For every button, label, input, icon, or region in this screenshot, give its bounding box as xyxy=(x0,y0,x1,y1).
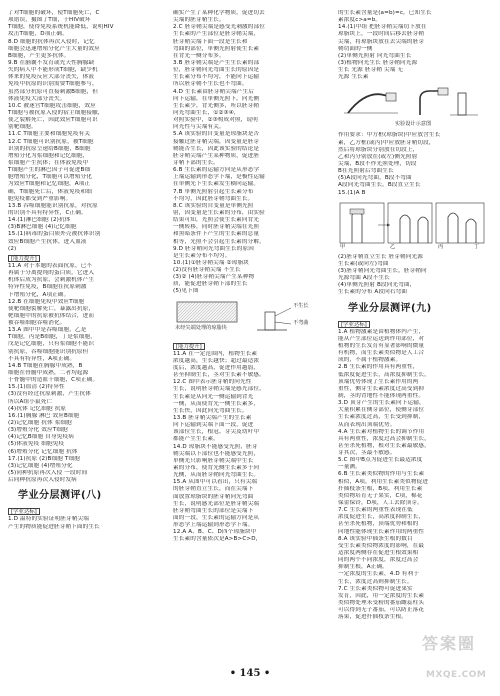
text-line: (5)体液免疫 细胞免疫 xyxy=(8,441,65,448)
text-line: 增殖分化为浆细胞和记忆细胞， xyxy=(8,152,89,159)
text-line: (5)见下图 xyxy=(173,288,199,295)
text-line: 免疫中抗原的识别需要T细胞参与， xyxy=(8,81,98,88)
text-line: 产生的物质能促进胚芽鞘下面的生长 xyxy=(8,523,100,530)
figure-note-no-growth: 不生长 xyxy=(293,302,309,309)
text-line: 为效应T细胞和记忆细胞，A项正 xyxy=(8,181,91,188)
text-line: 胚芽鞘弯曲生长的部位是尖端下 xyxy=(173,507,254,514)
text-line: (3)② (4)胚芽鞘尖端产生某种物 xyxy=(173,274,255,281)
text-line: 的识别不具有特异性，C正确。 xyxy=(8,209,87,216)
text-line: (3)胚芽鞘向光弯曲生长，胚芽鞘向 xyxy=(338,267,427,274)
text-line: 3.D 顶芽产生的生长素向下运输， xyxy=(338,400,425,407)
watermark-url: MXQE.COM xyxy=(426,670,487,680)
text-line: 光侧，从而胚芽鞘向光弯曲生长。 xyxy=(173,472,260,479)
text-line: 生长素是从向光一侧运输到背光 xyxy=(173,393,254,400)
text-line: 5.A 该实验的自变量是琼脂块是否 xyxy=(173,131,260,138)
text-line: 该部位生长，根冠、芽尖及幼叶中 xyxy=(173,429,260,436)
text-line: 生长快，因此向光弯曲生长。 xyxy=(173,407,248,414)
text-line: T细胞产生的淋巴因子可促进B细 xyxy=(8,167,91,174)
text-line: 弯曲的部位，单侧光照射使生长素 xyxy=(173,45,260,52)
text-line: 虽然部分抗原可直接刺激B细胞，但 xyxy=(8,88,99,95)
text-line: 生长素分布不均匀，不能向下运输 xyxy=(173,74,260,81)
text-line: 细胞在骨髓中成熟，二者均起源 xyxy=(8,370,89,377)
text-line: 相似，A项，利用生长素类似物促进 xyxy=(338,478,429,485)
text-line: 胚芽鞘尖端产生某种物质，促进胚 xyxy=(173,152,260,159)
text-line: 素的分布，使背光侧生长素多于向 xyxy=(173,465,260,472)
text-line: 15.(1)病毒的蛋白质外壳被抗体识别 xyxy=(8,231,101,238)
text-line: 体液免疫大部分丧失。 xyxy=(8,95,66,102)
text-line: 失的病人中不能形成T细胞，缺少机 xyxy=(8,67,98,74)
text-line: 抑制生根，A正确。 xyxy=(338,564,388,571)
text-line: 13.B 胚芽鞘尖端产生的生长素 xyxy=(173,415,252,422)
text-line: (5)A段向光弯曲，B段不弯曲 xyxy=(338,175,412,182)
figure-note-no-bending: 不弯曲 xyxy=(293,319,309,326)
answer-lines xyxy=(8,516,160,530)
text-line: 浆细胞产生抗体；在体液免疫中 xyxy=(8,159,89,166)
section-label-basic: [学业达标] xyxy=(338,321,370,328)
text-line: B在光照射后弯曲生长 xyxy=(338,168,394,175)
text-line: 不均匀，因此胚芽鞘弯曲生长。 xyxy=(173,195,254,202)
text-line: 发育，因此，用一定浓度的生长素 xyxy=(338,592,425,599)
text-line: 向光弯曲生长，①②③④， xyxy=(173,109,240,116)
text-line: 15.A 从图中可以看出，只有尖端 xyxy=(173,479,258,486)
text-line: 尖端，B段不作光照处理，切段 xyxy=(338,160,417,167)
text-line: 2.B 生长素的作用具有两重性， xyxy=(338,364,419,371)
text-line: 使靶细胞裂解死亡，暴露出抗原， xyxy=(8,305,95,312)
text-line: 不具有特异性，A项正确。 xyxy=(8,355,76,362)
text-line: T细胞与被抗原入侵的宿主细胞接触， xyxy=(8,109,104,116)
text-line: (2) xyxy=(8,245,17,252)
text-line: (2)单侧光照射 向光弯曲生长 xyxy=(338,52,412,59)
fig-label-yi: 乙 xyxy=(390,243,396,250)
text-line: 乙和丙分别放在(或左)侧光照射 xyxy=(338,153,418,160)
text-line: 结果可知，光照会使生长素向背光 xyxy=(173,217,260,224)
text-line: 生长 光源 胚芽鞘 尖端 无 xyxy=(338,67,404,74)
text-line: 质，能促进胚芽鞘下部的生长 xyxy=(173,281,248,288)
text-line: 6.B 生长素类似物的作用与生长素 xyxy=(338,471,425,478)
text-line: 9.D 胚芽鞘向光弯曲生长的原因 xyxy=(173,245,254,252)
text-line: 识别的抗原呈递给B细胞，B细胞 xyxy=(8,145,91,152)
text-line: 是生长素分布不均匀。 xyxy=(173,252,231,259)
text-line: 和黑暗条件下产生的生长素的总量 xyxy=(173,231,260,238)
text-line: 下增殖分化，A项正确。 xyxy=(8,291,70,298)
text-line: (2)胚芽鞘直立生长 胚芽鞘向光源 xyxy=(338,253,423,260)
answer-lines xyxy=(8,263,160,484)
text-line: 于骨髓中的造血干细胞，C项正确。 xyxy=(8,377,99,384)
text-line: 度后，浓度越高，促进作用越弱， xyxy=(173,365,260,372)
column-left xyxy=(8,10,160,531)
text-line: 对照实验中，②③构成对照，说明 xyxy=(173,117,258,124)
text-line: (5)同种抗原再次入侵 一段时间 xyxy=(8,470,88,477)
text-line: (4)抗体 记忆细胞 抗原 xyxy=(8,405,67,412)
text-line: 所以胚芽鞘不生长也不弯曲。 xyxy=(173,81,248,88)
text-line: 一定浓度的生长素，4.D 有利于 xyxy=(338,571,419,578)
text-line: 在背光一侧分布多。 xyxy=(173,52,225,59)
text-line: T细胞，丙是B细胞，丁是浆细胞， xyxy=(8,334,96,341)
text-line: 受生长素类似物浓度的影响，在最 xyxy=(338,542,425,549)
text-line: 9.B 在脑囊不发育或先天性胸腺缺 xyxy=(8,59,95,66)
text-line: T细胞，使得免疫系统机能降低，说明HIV xyxy=(8,24,114,31)
text-line: 甚至杀死植物，根对生长素最敏感， xyxy=(338,442,430,449)
text-line: 落果，促进扦插枝条生根。 xyxy=(338,614,407,621)
text-line: 的胚芽鞘直立生长，而在尖端下 xyxy=(173,486,254,493)
text-line: 在单侧光下生长素发生横向运输。 xyxy=(173,181,260,188)
text-line: 8.C 该实验的自变量是单侧光照 xyxy=(173,202,254,209)
text-line: 12.C T细胞可识别抗原，被T细胞 xyxy=(8,138,94,145)
text-line: 12.B 在细胞免疫中效应T细胞 xyxy=(8,298,85,305)
text-line: 攻击T细胞，D项正确。 xyxy=(8,31,68,38)
text-line: 生长，浓度过高则抑制生长。 xyxy=(338,578,413,585)
text-line: 浓度越高，生长越快；超过最适浓 xyxy=(173,357,260,364)
text-line: 胞增殖分化，T细胞可以增殖分化 xyxy=(8,174,92,181)
section-label-ability: [能力提升] xyxy=(173,343,205,350)
text-line: 别抗原，吞噬细胞能识别抗原但 xyxy=(8,348,89,355)
section-label-basic: [学业达标] xyxy=(8,508,40,515)
section-heading-9: 学业分层测评(九) xyxy=(348,302,432,314)
fig-label-jia: 甲 xyxy=(340,243,346,250)
text-line: 确实产生了某种化学物质，促进切去 xyxy=(173,10,265,16)
text-line: (2)没有胚芽鞘尖端 不生长 xyxy=(173,267,241,274)
text-line: 12.C 图中表示胚芽鞘的向光性 xyxy=(173,379,252,386)
text-line: 了对T细胞的破坏，使T细胞死亡，C xyxy=(8,10,100,16)
text-line: 类似物处理未受粉的番茄雌蕊柱头 xyxy=(338,600,425,607)
text-line: 14.(1)甲组 把胚芽鞘尖端切下放在 xyxy=(338,24,427,31)
text-line: 11.A 在一定范围内，植物生长素 xyxy=(173,350,258,357)
experiment-figure xyxy=(173,298,325,338)
text-line: 位，胚芽鞘向光弯曲生长的原因是 xyxy=(173,67,260,74)
text-line: 同的两个不同浓度，浓度过高会 xyxy=(338,557,419,564)
text-line: 8.A 该实验中插条生根的数目 xyxy=(338,535,413,542)
text-line: 再属于分离提纯的蛋白质，它进入 xyxy=(8,270,95,277)
coleoptile-comparison-diagram xyxy=(338,199,488,251)
text-line: 从而表现出顶端优势。 xyxy=(338,421,396,428)
text-line: 14.B T细胞在胸腺中成熟，B xyxy=(8,362,83,369)
text-line: 低浓度促进生长，高浓度抑制生长， xyxy=(338,371,430,378)
text-line: 光源 生长素 xyxy=(338,74,369,81)
text-line: (6)增殖分化 记忆细胞 抗体 xyxy=(8,448,78,455)
text-line: 尖端的胚芽鞘生长。 xyxy=(173,17,225,24)
text-line: 向下运输到尖端下面一段，促进 xyxy=(173,422,254,429)
text-line: 制，茎的背地性不能体现两重性。 xyxy=(338,392,425,399)
figure-caption: 实验设计示意图 xyxy=(394,121,432,128)
text-line: 17.(1)抗原 (2)B细胞 T细胞 xyxy=(8,455,80,462)
text-line: 机体后成为抗原，会刺激机体产生 xyxy=(8,277,95,284)
answer-lines xyxy=(338,329,490,622)
text-line: (3)植物向光生长 胚芽鞘向光源 xyxy=(338,59,418,66)
text-line: 14.(1)淋巴细胞 (2)抗体 xyxy=(8,217,71,224)
answer-lines xyxy=(173,10,325,296)
text-line: 1.D 温特的实验证明胚芽鞘尖端 xyxy=(8,516,89,523)
section-heading-8: 学业分层测评(八) xyxy=(18,490,102,502)
text-line: 2.C 胚芽鞘尖端是感受光刺激的部位 xyxy=(173,24,266,31)
text-line: 生长素浓度过高，生长受到抑制， xyxy=(338,414,425,421)
text-line: 4.A 生长素对植物生长的调节作用 xyxy=(338,428,425,435)
text-line: 体来的免疫反应大部分丧失，体液 xyxy=(8,74,95,81)
text-line: 8.D 细胞的抗体再次入侵时，记忆 xyxy=(8,38,95,45)
text-line: 一侧转移，同时胚芽鞘尖端在光照 xyxy=(173,224,260,231)
text-line: 芽其次，茎最不敏感。 xyxy=(338,450,396,457)
text-line: 芽鞘下部的生长。 xyxy=(173,159,219,166)
text-line: 大量积累在侧芽部位，使侧芽部位 xyxy=(338,407,425,414)
answer-lines xyxy=(338,254,490,297)
figure-label: 未经尖端处理的琼脂块 xyxy=(175,324,227,331)
text-line: 单侧光只影响胚芽鞘尖端中生长 xyxy=(173,457,254,464)
text-line: A段向光弯曲生长，B段直立生长 xyxy=(338,182,421,189)
text-line: 生长，说明胚芽鞘尖端是感光部位， xyxy=(173,386,265,393)
text-line: 具有两重性，浓度过高会抑制生长， xyxy=(338,435,430,442)
text-line: (3)没有经过抗原刺激，产生抗体 xyxy=(8,391,92,398)
watermark-text: 答案圈 xyxy=(422,634,477,653)
text-line: 相等，光照不会引起生长素的分解。 xyxy=(173,238,265,245)
text-line: 顶端优势体现了生长素作用的两 xyxy=(338,378,419,385)
text-line: 特异性免疫，B细胞在抗原刺激 xyxy=(8,284,87,291)
text-line: 7.C 生长素的两重性表现在低 xyxy=(338,507,413,514)
text-line: 扦插枝条生根，B项，利用生长素 xyxy=(338,485,423,492)
answer-lines xyxy=(173,351,325,544)
coleoptile-setup-diagram xyxy=(338,83,488,121)
text-line: 靶细胞中的抗原被抗体结合，进而 xyxy=(8,312,95,319)
text-line: 7.B 单侧光照射引起生长素分布 xyxy=(173,188,254,195)
text-line: 11.C T细胞主要和细胞免疫有关 xyxy=(8,131,91,138)
text-line: 都能产生生长素。 xyxy=(173,436,219,443)
text-line: 11.A 对于本题的表面抗原，已不 xyxy=(8,262,93,269)
text-line: 13.A 图中甲是吞噬细胞，乙是 xyxy=(8,327,87,334)
text-line: (2)记忆细胞 抗体 浆细胞 xyxy=(8,420,72,427)
text-line: 素，乙方框(或丙)中应放胚芽鞘切段， xyxy=(338,139,435,146)
text-line: 鞘尖端以下部位也不能感受光照， xyxy=(173,450,260,457)
text-line: (3)增殖分化 效应T细胞 xyxy=(8,427,68,434)
text-line: 可以得到无子番茄，可以防止落花 xyxy=(338,607,425,614)
text-line: 14.D 琼脂块不能感受光照，胚芽 xyxy=(173,443,258,450)
text-line: 3.B 胚芽鞘尖端是产生生长素的部 xyxy=(173,59,260,66)
text-line: 13.B 吞噬细胞能识别抗原，对抗原 xyxy=(8,202,98,209)
answer-lines xyxy=(338,132,490,196)
text-line: (3)B淋巴细胞 (4)记忆细胞 xyxy=(8,224,77,231)
text-line: B细胞，产生更多抗体。 xyxy=(8,52,70,59)
text-line: 作用要求：甲方框(琼脂块)中应放含生长 xyxy=(338,132,441,139)
text-line: 类似物培育无子果实，C项，棉花 xyxy=(338,492,423,499)
text-line: 确，T细胞死亡后，体液免疫和细 xyxy=(8,188,92,195)
text-line: 的生长素含量是(a=b)=c，已知生长 xyxy=(338,10,432,16)
text-line: 尖端，将琼脂块放在去尖端的胚芽 xyxy=(338,38,425,45)
text-line: 生长素的产生部位是胚芽鞘尖端， xyxy=(173,31,260,38)
text-line: (4)单侧光照射 B段向光弯曲， xyxy=(338,282,416,289)
text-line: 戊是记忆细胞，只有浆细胞不能识 xyxy=(8,341,95,348)
column-middle xyxy=(173,10,325,544)
text-line: 保蕾保铃，D项，人工去除顶芽。 xyxy=(338,500,423,507)
text-line: 射，因变量是生长素的分布，由实验 xyxy=(173,209,265,216)
text-line: 能从产生部位运送到作用部位，对 xyxy=(338,335,425,342)
text-line: 上端运输到形态学下端，是极性运输 xyxy=(173,174,265,181)
text-line: 向地性能体现生长素作用的两重性 xyxy=(338,528,425,535)
text-line: 鞘能否生长，因此该实验的结论是 xyxy=(173,145,260,152)
text-line: 素浓度c>a=b。 xyxy=(338,17,382,24)
text-line: 生长素的含量依次是A>B>C>D， xyxy=(173,536,262,543)
text-line: 形态学上端运输到形态学下端。 xyxy=(173,522,254,529)
text-line: 所以A组小鼠死亡 xyxy=(8,398,53,405)
text-line: 被吞噬细胞吞噬消化。 xyxy=(8,320,66,327)
text-line: 10.C 被迷宫T细胞攻击细胞，效应 xyxy=(8,102,96,109)
text-line: 面放置琼脂块的胚芽鞘向光弯曲 xyxy=(173,493,254,500)
text-line: 10.(1)①胚芽鞘尖端 ②琼脂块 xyxy=(173,259,249,266)
coleoptile-comparison-figure xyxy=(338,199,490,251)
text-line: 生长素(或向左)弯曲 xyxy=(338,260,389,267)
text-line: 16.(1)胸腺 淋巴 效应B细胞 xyxy=(8,412,80,419)
text-line: 15.(1)A B xyxy=(338,189,366,196)
text-line: 然后将琼脂块分别放在切段上， xyxy=(338,146,419,153)
text-line: 胞免疫都受到严重影响。 xyxy=(8,195,72,202)
text-line: 重性，侧芽生长素浓度过高受到抑 xyxy=(338,385,425,392)
answer-lines xyxy=(8,10,160,253)
text-line: 后同种抗原再次入侵时发病 xyxy=(8,477,77,484)
text-line: 光源弯曲 A段不生长 xyxy=(338,275,390,282)
coleoptile-stub xyxy=(265,312,275,330)
watermark-logo xyxy=(422,634,494,692)
text-line: 生长，说明感光部位是胚芽鞘尖端 xyxy=(173,500,260,507)
text-line: 向光性与尖端有关。 xyxy=(173,124,225,131)
text-line: 浓度促进生长，高浓度抑制生长， xyxy=(338,514,425,521)
text-line: 胚芽鞘尖端下面一段是生长和 xyxy=(173,38,248,45)
text-line: 面的一段，生长素的运输方向是从 xyxy=(173,515,260,522)
text-line: 使之裂解死亡，因此效应T细胞可识 xyxy=(8,117,98,124)
text-line: (4)记忆B细胞 自身免疫病 xyxy=(8,434,74,441)
text-line: 植物的生长发育有显著影响的微量 xyxy=(338,342,425,349)
section-label-ability: [能力提升] xyxy=(8,255,40,262)
text-line: 成的，不属于植物激素。 xyxy=(338,357,402,364)
text-line: 7.C 生长素类似物可促进果实 xyxy=(338,585,413,592)
text-line: 甚至抑制生长，茎对生长素不敏感。 xyxy=(173,372,265,379)
text-line: 15.(1)血清 (2)特异性 xyxy=(8,384,65,391)
fig-label-ding: 丁 xyxy=(474,243,480,250)
answer-lines xyxy=(338,10,490,81)
text-line: 别靶细胞。 xyxy=(8,124,37,131)
text-line: 效应B细胞产生抗体，进入血液 xyxy=(8,238,87,245)
experiment-figure xyxy=(338,83,490,129)
text-line: (3)记忆细胞 (4)增殖分化 xyxy=(8,462,73,469)
text-line: 6.B 生长素的运输方向是从形态学 xyxy=(173,167,260,174)
text-line: 1.A 植物激素是由植物体内产生， xyxy=(338,328,425,335)
text-line: 项错误，摄图了T细，于HIV破坏 xyxy=(8,17,91,24)
text-line: 一量测。 xyxy=(338,464,361,471)
text-line: 琼脂块上，一段时间后移去胚芽鞘 xyxy=(338,31,425,38)
text-line: 适浓度两侧存在促进生根效果相 xyxy=(338,550,419,557)
text-line: 12.A A、B、C、D四个琼脂块中 xyxy=(173,529,257,536)
text-line: 5.C 图中B点为促进生长最适浓度 xyxy=(338,457,423,464)
fig-label-bing: 丙 xyxy=(438,243,444,250)
text-line: 向下运输，在单侧光照下，向光侧 xyxy=(173,95,260,102)
text-line: 细胞会迅速增殖分化产生大量的效应 xyxy=(8,45,100,52)
text-line: 生长素的分布 A段向右弯曲 xyxy=(338,289,408,296)
text-line: 生长素少，背光侧多，所以胚芽鞘 xyxy=(173,102,260,109)
text-line: 甚至杀死植物，顶端优势和根的 xyxy=(338,521,419,528)
page-number: • 145 • xyxy=(229,668,271,679)
text-line: 鞘切面的一侧 xyxy=(338,45,373,52)
text-line: 接触过胚芽鞘尖端，因变量是胚芽 xyxy=(173,138,260,145)
column-right xyxy=(338,10,490,621)
text-line: 4.D 生长素由胚芽鞘尖端产生后 xyxy=(173,88,254,95)
text-line: 有机物，而生长素类似物是人工合 xyxy=(338,350,425,357)
text-line: 一侧，从而使背光一侧生长素多， xyxy=(173,400,260,407)
